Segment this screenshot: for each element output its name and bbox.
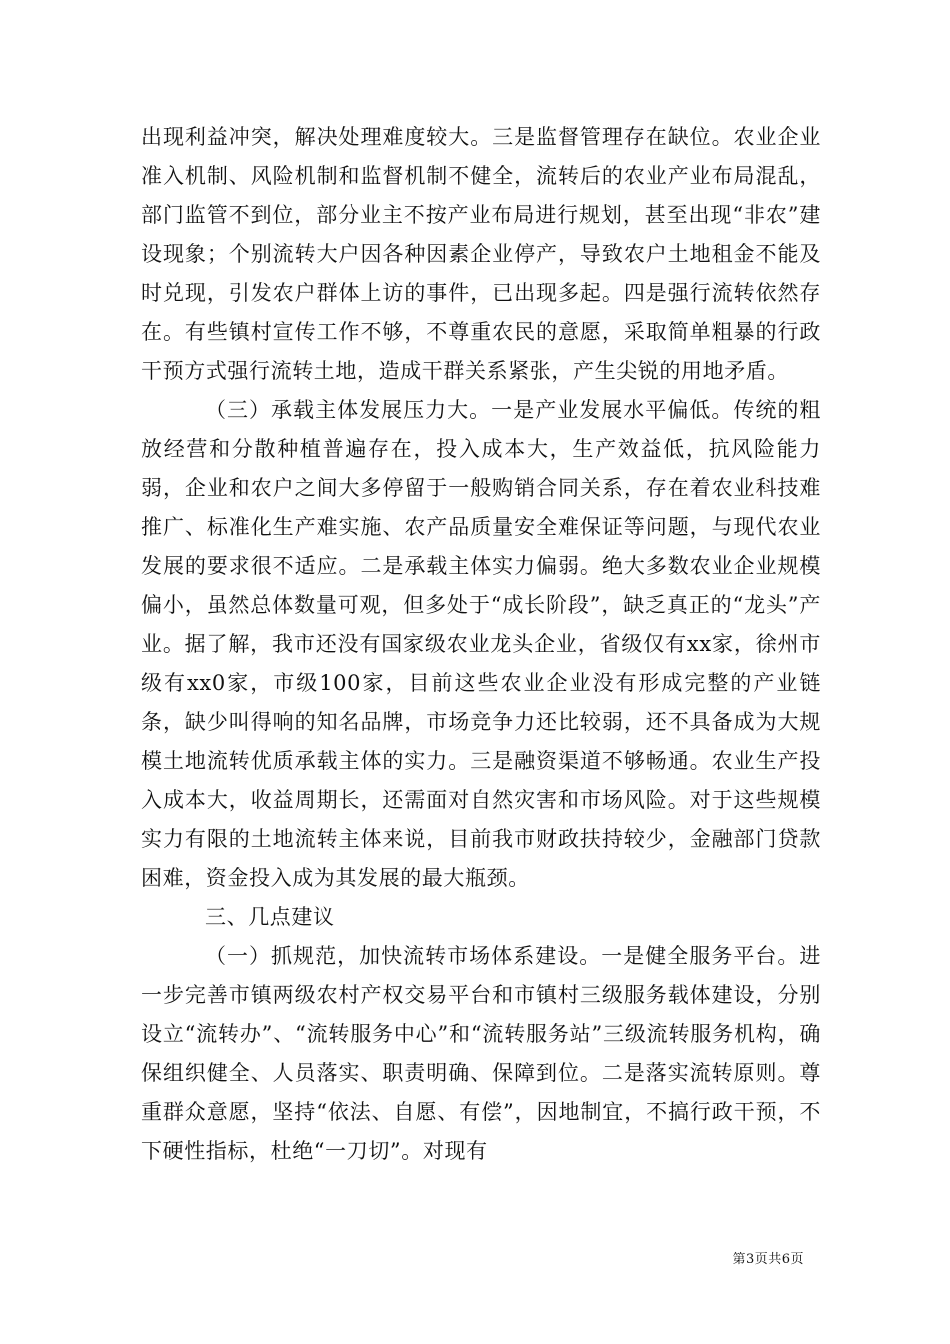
paragraph-section-three: （三）承载主体发展压力大。一是产业发展水平偏低。传统的粗放经营和分散种植普遍存在，投入成本大，生产效益低，抗风险能力弱，企业和农户之间大多停留于一般购销合同关系，存在着农业科技难推广、标准化生产难实施、农产品质量安全难保证等问题，与现代农业发展的要求很不适应。二是承载主体实力偏弱。绝大多数农业企业规模偏小，虽然总体数量可观，但多处于“成长阶段”，缺乏真正的“龙头”产业。据了解，我市还没有国家级农业龙头企业，省级仅有xx家，徐州市级有xx0家，市级100家，目前这些农业企业没有形成完整的产业链条，缺少叫得响的知名品牌，市场竞争力还比较弱，还不具备成为大规模土地流转优质承载主体的实力。三是融资渠道不够畅通。农业生产投入成本大，收益周期长，还需面对自然灾害和市场风险。对于这些规模实力有限的土地流转主体来说，目前我市财政扶持较少，金融部门贷款困难，资金投入成为其发展的最大瓶颈。 [141, 398, 821, 890]
section-heading: 三、几点建议 [205, 905, 335, 929]
document-body [141, 118, 821, 1171]
paragraph-suggestion-one: （一）抓规范，加快流转市场体系建设。一是健全服务平台。进一步完善市镇两级农村产权交易平台和市镇村三级服务载体建设，分别设立“流转办”、“流转服务中心”和“流转服务站”三级流转服务机构，确保组织健全、人员落实、职责明确、保障到位。二是落实流转原则。尊重群众意愿，坚持“依法、自愿、有偿”，因地制宜，不搞行政干预，不下硬性指标，杜绝“一刀切”。对现有 [141, 944, 821, 1163]
page-number: 第3页共6页 [732, 1252, 804, 1267]
paragraph-continuation: 出现利益冲突，解决处理难度较大。三是监督管理存在缺位。农业企业准入机制、风险机制和监督机制不健全，流转后的农业产业布局混乱，部门监管不到位，部分业主不按产业布局进行规划，甚至出现“非农”建设现象；个别流转大户因各种因素企业停产，导致农户土地租金不能及时兑现，引发农户群体上访的事件，已出现多起。四是强行流转依然存在。有些镇村宣传工作不够，不尊重农民的意愿，采取简单粗暴的行政干预方式强行流转土地，造成干群关系紧张，产生尖锐的用地矛盾。 [141, 125, 821, 383]
